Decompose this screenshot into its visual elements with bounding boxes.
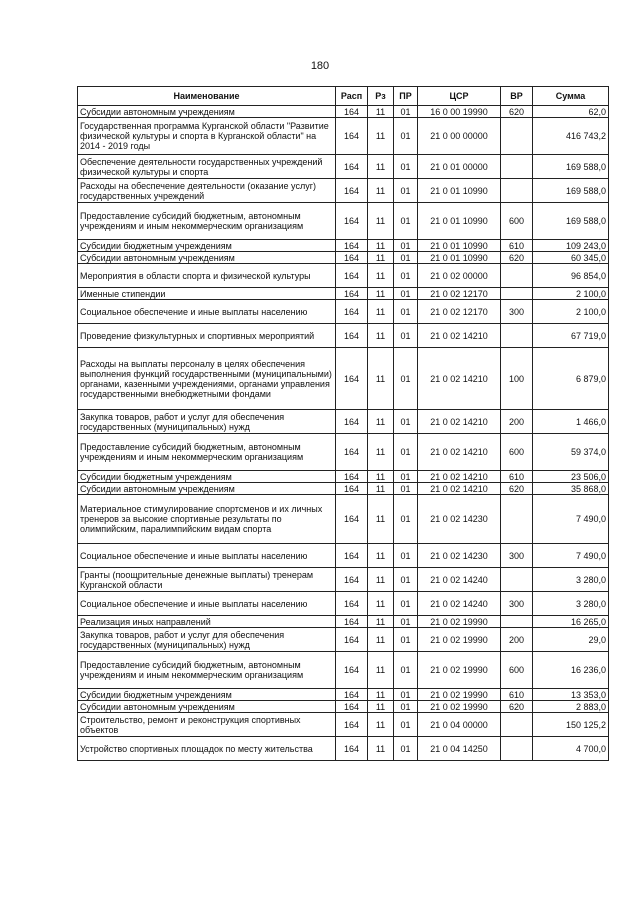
row-rasp: 164 <box>336 568 368 592</box>
row-name: Социальное обеспечение и иные выплаты населению <box>78 592 336 616</box>
row-sum: 4 700,0 <box>533 737 609 761</box>
row-rz: 11 <box>368 713 394 737</box>
row-sum: 59 374,0 <box>533 434 609 471</box>
column-header-rz: Рз <box>368 87 394 106</box>
table-row <box>78 544 609 568</box>
row-rasp: 164 <box>336 348 368 410</box>
table-row <box>78 652 609 689</box>
row-pr: 01 <box>394 240 418 252</box>
row-sum: 35 868,0 <box>533 483 609 495</box>
table-row <box>78 203 609 240</box>
row-sum: 16 265,0 <box>533 616 609 628</box>
row-pr: 01 <box>394 616 418 628</box>
table-row <box>78 434 609 471</box>
row-pr: 01 <box>394 568 418 592</box>
row-csr: 21 0 02 14240 <box>418 592 501 616</box>
row-name: Именные стипендии <box>78 288 336 300</box>
row-sum: 169 588,0 <box>533 179 609 203</box>
row-rz: 11 <box>368 106 394 118</box>
table-row <box>78 701 609 713</box>
table-row <box>78 592 609 616</box>
row-rasp: 164 <box>336 483 368 495</box>
table-row <box>78 410 609 434</box>
table-body <box>78 106 609 761</box>
row-csr: 21 0 02 19990 <box>418 628 501 652</box>
row-name: Обеспечение деятельности государственных учреждений физической культуры и спорта <box>78 155 336 179</box>
budget-table <box>77 86 609 761</box>
row-pr: 01 <box>394 544 418 568</box>
column-header-name: Наименование <box>78 87 336 106</box>
row-rz: 11 <box>368 544 394 568</box>
row-csr: 21 0 00 00000 <box>418 118 501 155</box>
row-vr <box>501 737 533 761</box>
row-rasp: 164 <box>336 471 368 483</box>
row-pr: 01 <box>394 348 418 410</box>
row-csr: 21 0 02 14240 <box>418 568 501 592</box>
row-rz: 11 <box>368 348 394 410</box>
page-number: 180 <box>310 60 330 72</box>
row-rz: 11 <box>368 264 394 288</box>
row-name: Субсидии автономным учреждениям <box>78 701 336 713</box>
row-vr <box>501 324 533 348</box>
row-rz: 11 <box>368 155 394 179</box>
row-vr: 610 <box>501 689 533 701</box>
row-rasp: 164 <box>336 713 368 737</box>
row-pr: 01 <box>394 471 418 483</box>
row-name: Предоставление субсидий бюджетным, автономным учреждениям и иным некоммерческим организациям <box>78 203 336 240</box>
row-sum: 150 125,2 <box>533 713 609 737</box>
row-rz: 11 <box>368 118 394 155</box>
row-name: Закупка товаров, работ и услуг для обеспечения государственных (муниципальных) нужд <box>78 628 336 652</box>
row-rasp: 164 <box>336 240 368 252</box>
table-header-row <box>78 87 609 106</box>
row-sum: 2 100,0 <box>533 288 609 300</box>
row-name: Субсидии автономным учреждениям <box>78 252 336 264</box>
row-csr: 21 0 02 12170 <box>418 300 501 324</box>
row-rz: 11 <box>368 568 394 592</box>
column-header-rasp: Расп <box>336 87 368 106</box>
row-vr: 200 <box>501 410 533 434</box>
row-rz: 11 <box>368 434 394 471</box>
row-csr: 21 0 02 19990 <box>418 689 501 701</box>
row-name: Закупка товаров, работ и услуг для обеспечения государственных (муниципальных) нужд <box>78 410 336 434</box>
row-name: Социальное обеспечение и иные выплаты населению <box>78 300 336 324</box>
row-name: Гранты (поощрительные денежные выплаты) тренерам Курганской области <box>78 568 336 592</box>
table-row <box>78 324 609 348</box>
row-rz: 11 <box>368 689 394 701</box>
row-pr: 01 <box>394 106 418 118</box>
row-vr <box>501 288 533 300</box>
row-sum: 62,0 <box>533 106 609 118</box>
row-vr: 620 <box>501 106 533 118</box>
row-vr <box>501 118 533 155</box>
row-csr: 21 0 02 14230 <box>418 495 501 544</box>
row-rasp: 164 <box>336 118 368 155</box>
row-csr: 21 0 04 14250 <box>418 737 501 761</box>
row-rasp: 164 <box>336 106 368 118</box>
row-csr: 21 0 02 19990 <box>418 616 501 628</box>
row-rasp: 164 <box>336 616 368 628</box>
row-rz: 11 <box>368 592 394 616</box>
row-rz: 11 <box>368 324 394 348</box>
row-csr: 21 0 02 14210 <box>418 324 501 348</box>
row-csr: 21 0 02 19990 <box>418 652 501 689</box>
table-row <box>78 495 609 544</box>
row-sum: 416 743,2 <box>533 118 609 155</box>
row-sum: 3 280,0 <box>533 568 609 592</box>
table-row <box>78 252 609 264</box>
row-name: Субсидии автономным учреждениям <box>78 106 336 118</box>
row-rasp: 164 <box>336 737 368 761</box>
table-row <box>78 737 609 761</box>
row-pr: 01 <box>394 179 418 203</box>
row-pr: 01 <box>394 652 418 689</box>
row-sum: 7 490,0 <box>533 495 609 544</box>
row-vr: 600 <box>501 652 533 689</box>
row-csr: 21 0 01 10990 <box>418 179 501 203</box>
table-row <box>78 628 609 652</box>
row-name: Субсидии бюджетным учреждениям <box>78 471 336 483</box>
row-vr: 200 <box>501 628 533 652</box>
row-vr <box>501 155 533 179</box>
row-sum: 1 466,0 <box>533 410 609 434</box>
row-rasp: 164 <box>336 652 368 689</box>
table-row <box>78 264 609 288</box>
table-row <box>78 179 609 203</box>
row-name: Расходы на выплаты персоналу в целях обеспечения выполнения функций государственными (муниципальными) органами, казенными учреждениями, органами управления государственными внебюджетными фондами <box>78 348 336 410</box>
row-vr: 300 <box>501 592 533 616</box>
row-csr: 21 0 02 14210 <box>418 471 501 483</box>
row-vr <box>501 179 533 203</box>
row-rz: 11 <box>368 701 394 713</box>
row-csr: 21 0 02 14210 <box>418 434 501 471</box>
row-sum: 169 588,0 <box>533 155 609 179</box>
row-pr: 01 <box>394 203 418 240</box>
row-name: Социальное обеспечение и иные выплаты населению <box>78 544 336 568</box>
table-row <box>78 106 609 118</box>
row-name: Проведение физкультурных и спортивных мероприятий <box>78 324 336 348</box>
row-rasp: 164 <box>336 701 368 713</box>
row-vr: 300 <box>501 300 533 324</box>
row-name: Мероприятия в области спорта и физической культуры <box>78 264 336 288</box>
row-rasp: 164 <box>336 410 368 434</box>
row-vr <box>501 568 533 592</box>
row-vr: 610 <box>501 471 533 483</box>
row-rasp: 164 <box>336 203 368 240</box>
row-csr: 21 0 01 10990 <box>418 252 501 264</box>
row-rz: 11 <box>368 252 394 264</box>
row-rasp: 164 <box>336 155 368 179</box>
row-csr: 21 0 01 10990 <box>418 240 501 252</box>
row-name: Государственная программа Курганской области "Развитие физической культуры и спорта в Курганской области" на 2014 - 2019 годы <box>78 118 336 155</box>
row-rz: 11 <box>368 616 394 628</box>
table-row <box>78 713 609 737</box>
row-pr: 01 <box>394 495 418 544</box>
row-rasp: 164 <box>336 288 368 300</box>
table-row <box>78 568 609 592</box>
row-rz: 11 <box>368 203 394 240</box>
row-sum: 2 100,0 <box>533 300 609 324</box>
row-vr: 100 <box>501 348 533 410</box>
row-csr: 21 0 01 00000 <box>418 155 501 179</box>
row-sum: 29,0 <box>533 628 609 652</box>
row-sum: 96 854,0 <box>533 264 609 288</box>
row-rasp: 164 <box>336 592 368 616</box>
row-name: Строительство, ремонт и реконструкция спортивных объектов <box>78 713 336 737</box>
table-row <box>78 155 609 179</box>
row-pr: 01 <box>394 737 418 761</box>
row-pr: 01 <box>394 118 418 155</box>
row-csr: 21 0 02 00000 <box>418 264 501 288</box>
table-row <box>78 689 609 701</box>
row-vr: 620 <box>501 483 533 495</box>
row-rasp: 164 <box>336 179 368 203</box>
row-rz: 11 <box>368 288 394 300</box>
row-rasp: 164 <box>336 628 368 652</box>
row-pr: 01 <box>394 252 418 264</box>
row-name: Предоставление субсидий бюджетным, автономным учреждениям и иным некоммерческим организациям <box>78 652 336 689</box>
row-vr: 600 <box>501 203 533 240</box>
table-row <box>78 288 609 300</box>
row-pr: 01 <box>394 628 418 652</box>
table-row <box>78 348 609 410</box>
row-csr: 21 0 01 10990 <box>418 203 501 240</box>
row-rasp: 164 <box>336 252 368 264</box>
row-rasp: 164 <box>336 300 368 324</box>
row-csr: 21 0 02 14210 <box>418 348 501 410</box>
row-vr <box>501 616 533 628</box>
row-vr <box>501 495 533 544</box>
row-name: Субсидии бюджетным учреждениям <box>78 240 336 252</box>
row-sum: 2 883,0 <box>533 701 609 713</box>
row-vr: 300 <box>501 544 533 568</box>
row-sum: 60 345,0 <box>533 252 609 264</box>
row-rz: 11 <box>368 628 394 652</box>
row-csr: 21 0 04 00000 <box>418 713 501 737</box>
row-rz: 11 <box>368 240 394 252</box>
row-sum: 109 243,0 <box>533 240 609 252</box>
row-rz: 11 <box>368 737 394 761</box>
row-vr <box>501 264 533 288</box>
row-name: Субсидии автономным учреждениям <box>78 483 336 495</box>
row-vr: 600 <box>501 434 533 471</box>
row-pr: 01 <box>394 701 418 713</box>
row-vr <box>501 713 533 737</box>
row-rz: 11 <box>368 300 394 324</box>
row-pr: 01 <box>394 689 418 701</box>
row-sum: 169 588,0 <box>533 203 609 240</box>
row-csr: 16 0 00 19990 <box>418 106 501 118</box>
row-name: Субсидии бюджетным учреждениям <box>78 689 336 701</box>
column-header-vr: ВР <box>501 87 533 106</box>
row-sum: 3 280,0 <box>533 592 609 616</box>
row-csr: 21 0 02 14210 <box>418 410 501 434</box>
row-name: Предоставление субсидий бюджетным, автономным учреждениям и иным некоммерческим организациям <box>78 434 336 471</box>
row-rz: 11 <box>368 179 394 203</box>
row-vr: 610 <box>501 240 533 252</box>
row-rz: 11 <box>368 495 394 544</box>
row-pr: 01 <box>394 434 418 471</box>
row-pr: 01 <box>394 264 418 288</box>
column-header-csr: ЦСР <box>418 87 501 106</box>
row-csr: 21 0 02 14230 <box>418 544 501 568</box>
table-row <box>78 483 609 495</box>
row-csr: 21 0 02 12170 <box>418 288 501 300</box>
row-sum: 13 353,0 <box>533 689 609 701</box>
table-row <box>78 471 609 483</box>
row-sum: 16 236,0 <box>533 652 609 689</box>
row-pr: 01 <box>394 155 418 179</box>
row-sum: 7 490,0 <box>533 544 609 568</box>
row-sum: 23 506,0 <box>533 471 609 483</box>
column-header-pr: ПР <box>394 87 418 106</box>
row-vr: 620 <box>501 701 533 713</box>
row-pr: 01 <box>394 713 418 737</box>
row-rasp: 164 <box>336 324 368 348</box>
row-pr: 01 <box>394 324 418 348</box>
row-name: Реализация иных направлений <box>78 616 336 628</box>
row-pr: 01 <box>394 300 418 324</box>
row-name: Материальное стимулирование спортсменов и их личных тренеров за высокие спортивные результаты по олимпийским, паралимпийским видам спорта <box>78 495 336 544</box>
row-rasp: 164 <box>336 544 368 568</box>
row-rasp: 164 <box>336 495 368 544</box>
row-rasp: 164 <box>336 689 368 701</box>
row-name: Расходы на обеспечение деятельности (оказание услуг) государственных учреждений <box>78 179 336 203</box>
row-name: Устройство спортивных площадок по месту жительства <box>78 737 336 761</box>
row-pr: 01 <box>394 483 418 495</box>
row-sum: 67 719,0 <box>533 324 609 348</box>
table-row <box>78 300 609 324</box>
row-rz: 11 <box>368 410 394 434</box>
row-pr: 01 <box>394 410 418 434</box>
row-pr: 01 <box>394 592 418 616</box>
row-vr: 620 <box>501 252 533 264</box>
table-row <box>78 118 609 155</box>
column-header-sum: Сумма <box>533 87 609 106</box>
row-rasp: 164 <box>336 434 368 471</box>
row-rz: 11 <box>368 471 394 483</box>
row-pr: 01 <box>394 288 418 300</box>
table-row <box>78 240 609 252</box>
row-rasp: 164 <box>336 264 368 288</box>
row-csr: 21 0 02 19990 <box>418 701 501 713</box>
table-row <box>78 616 609 628</box>
row-rz: 11 <box>368 483 394 495</box>
row-csr: 21 0 02 14210 <box>418 483 501 495</box>
row-sum: 6 879,0 <box>533 348 609 410</box>
row-rz: 11 <box>368 652 394 689</box>
